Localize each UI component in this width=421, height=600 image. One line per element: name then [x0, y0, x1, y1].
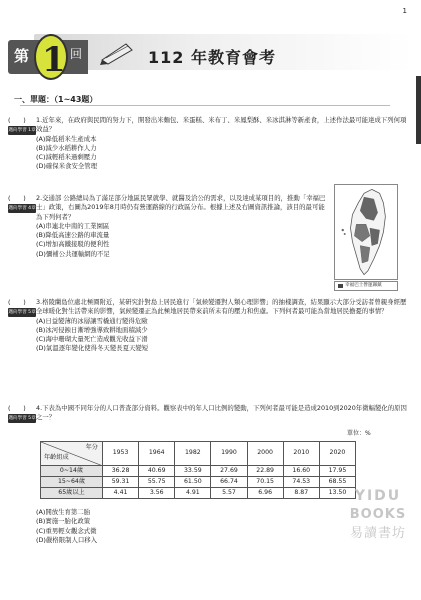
- publisher-watermark: [340, 486, 416, 544]
- question-2: [8, 194, 330, 259]
- pencil-icon: [98, 40, 138, 66]
- chapter-tag: 邁向學習 4章: [8, 206, 36, 211]
- table-cell: 16.60: [283, 466, 319, 477]
- legend-label: 幸福巴士營運縣鎮: [345, 283, 382, 288]
- table-cell: 70.15: [247, 477, 283, 488]
- year-header: 2000: [247, 442, 283, 466]
- banner-prefix: 第: [14, 47, 30, 65]
- table-cell: 33.59: [175, 466, 211, 477]
- table-cell: 3.56: [139, 488, 175, 499]
- table-cell: 59.31: [103, 477, 139, 488]
- table-row: [41, 477, 356, 488]
- table-cell: 74.53: [283, 477, 319, 488]
- page-number: 1: [402, 7, 407, 15]
- table-cell: 66.74: [211, 477, 247, 488]
- watermark-line: 易讀書坊: [349, 526, 406, 542]
- answer-blank[interactable]: ( ): [8, 404, 26, 412]
- option[interactable]: (D)嚴格限制人口移入: [36, 535, 98, 544]
- option[interactable]: (A)日益變薄的冰層讓雪橇通行變得危險: [36, 316, 148, 325]
- row-label: 15~64歲: [41, 477, 103, 488]
- table-unit: 單位：%: [347, 430, 371, 437]
- chapter-tag: 邁向學習 5章: [8, 416, 36, 421]
- map-legend: [334, 281, 398, 291]
- year-header: 2020: [319, 442, 355, 466]
- table-cell: 40.69: [139, 466, 175, 477]
- table-row: [41, 466, 356, 477]
- question-4: [8, 404, 408, 423]
- table-cell: 55.75: [139, 477, 175, 488]
- year-header: 2010: [283, 442, 319, 466]
- table-cell: 13.50: [319, 488, 355, 499]
- year-header: 1953: [103, 442, 139, 466]
- table-row: [41, 488, 356, 499]
- row-label: 65歲以上: [41, 488, 103, 499]
- section-title: 一、單題：（1~43題）: [14, 95, 98, 104]
- chapter-tag: 邁向學習 5章: [8, 310, 36, 315]
- option[interactable]: (D)彌補公共運輸網的不足: [36, 249, 110, 258]
- legend-swatch: [338, 284, 343, 288]
- corner-bottom-label: 年齡組成: [44, 454, 69, 462]
- table-cell: 22.89: [247, 466, 283, 477]
- watermark-line: YIDU: [354, 488, 402, 504]
- table-cell: 68.55: [319, 477, 355, 488]
- year-header: 1964: [139, 442, 175, 466]
- watermark-line: BOOKS: [349, 507, 407, 523]
- population-table: [40, 441, 356, 499]
- option[interactable]: (B)冰河侵蝕日漸增強導致耕地面積減少: [36, 325, 148, 334]
- answer-blank[interactable]: ( ): [8, 298, 26, 306]
- table-cell: 27.69: [211, 466, 247, 477]
- option[interactable]: (C)重男輕女觀念式微: [36, 526, 97, 535]
- question-stem: 1.近年來，在政府與民間的努力下，開發出米麵包、米蛋糕、米布丁、米鳳梨酥、米冰淇淋等新產食，上述作法最可能達成下列何項效益？: [36, 116, 407, 134]
- question-1: [8, 116, 408, 172]
- side-tab: [416, 76, 421, 144]
- question-stem: 4.下表為中國不同年分的人口普查部分資料。觀察表中的年人口比例的變動，下列何者最可能是造成2010到2020年微幅變化的原因之一？: [36, 404, 407, 422]
- table-cell: 36.28: [103, 466, 139, 477]
- option[interactable]: (C)海中珊瑚大量死亡造成觀光收益下滑: [36, 335, 148, 344]
- option[interactable]: (C)增加高鐵接駁的便利性: [36, 240, 110, 249]
- page-title: 112 年教育會考: [148, 48, 276, 67]
- option[interactable]: (A)降低稻米生產成本: [36, 134, 97, 143]
- chapter-banner: [8, 26, 412, 86]
- chapter-tag: 邁向學習 1章: [8, 128, 36, 133]
- banner-suffix: 回: [70, 47, 83, 61]
- table-cell: 61.50: [175, 477, 211, 488]
- option[interactable]: (B)實施一胎化政策: [36, 517, 91, 526]
- table-cell: 4.41: [103, 488, 139, 499]
- year-header: 1982: [175, 442, 211, 466]
- option[interactable]: (B)降低高速公路的車流量: [36, 231, 110, 240]
- taiwan-map: [334, 184, 398, 280]
- option[interactable]: (A)串連北中南的工業園區: [36, 221, 110, 230]
- table-cell: 17.95: [319, 466, 355, 477]
- question-stem: 3.格陵蘭島位處北極圈附近，某研究針對島上居民進行「氣候變遷對人類心理影響」的抽樣調查，結果顯示大部分受訪者曾親身經歷全球暖化對生活帶來的影響，氣候變遷正為此極地居民帶來前所未有的壓力和焦慮。下列何者最可能為當地居民擔憂的事情？: [36, 298, 407, 316]
- table-cell: 6.96: [247, 488, 283, 499]
- table-corner: [41, 442, 103, 466]
- answer-blank[interactable]: ( ): [8, 194, 26, 202]
- row-label: 0~14歲: [41, 466, 103, 477]
- year-header: 1990: [211, 442, 247, 466]
- option[interactable]: (B)減少水稻耕作人力: [36, 143, 97, 152]
- option[interactable]: (A)開放生育第二胎: [36, 508, 91, 516]
- table-cell: 5.57: [211, 488, 247, 499]
- option[interactable]: (D)氣溫逐年變化使得冬天變長夏天變短: [36, 344, 149, 353]
- table-cell: 8.87: [283, 488, 319, 499]
- banner-number: 1: [42, 40, 66, 80]
- question-stem: 2.交通部 公路總局為了滿足部分地區民眾就學、就醫及洽公的需求，以及達成某項目的，推動「幸福巴士」政策，右圖為2019年8月時仍有營運路線的行政區分布。根據上述及右圖資訊推論，該目的最可能為下列何者？: [36, 194, 326, 221]
- option[interactable]: (C)減輕稻米過剩壓力: [36, 153, 97, 162]
- corner-top-label: 年分: [85, 444, 98, 451]
- option[interactable]: (D)確保米食安全管理: [36, 162, 98, 171]
- question-3: [8, 298, 408, 354]
- answer-blank[interactable]: ( ): [8, 116, 26, 124]
- table-cell: 4.91: [175, 488, 211, 499]
